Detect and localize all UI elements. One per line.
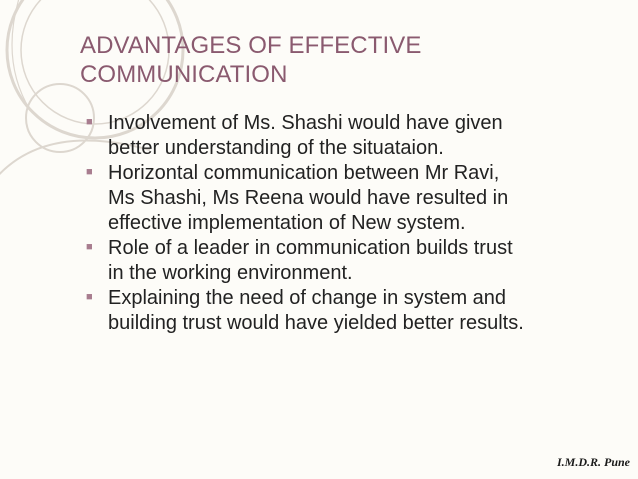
bullet-line: Explaining the need of change in system and: [108, 287, 507, 309]
slide-title-line-1: ADVANTAGES OF EFFECTIVE: [80, 32, 422, 59]
bullet-item-involvement: [83, 111, 623, 161]
slide-title-line-2: COMMUNICATION: [80, 61, 288, 88]
square-bullet-icon: ■: [86, 291, 93, 303]
square-bullet-icon: ■: [86, 166, 93, 178]
square-bullet-icon: ■: [86, 241, 93, 253]
bullet-line: Horizontal communication between Mr Ravi,: [108, 162, 500, 184]
bullet-list: [83, 111, 623, 336]
bullet-line: in the working environment.: [108, 262, 353, 284]
bullet-item-horizontal-communication: [83, 161, 623, 236]
bullet-line: better understanding of the situataion.: [108, 137, 444, 159]
footer-institution-label: I.M.D.R. Pune: [556, 455, 630, 469]
bullet-line: Role of a leader in communication builds trust: [108, 237, 513, 259]
slide-title: [80, 31, 600, 89]
bullet-line: building trust would have yielded better results.: [108, 312, 524, 334]
square-bullet-icon: ■: [86, 116, 93, 128]
bullet-item-leader-role: [83, 236, 623, 286]
bullet-line: effective implementation of New system.: [108, 212, 466, 234]
bullet-line: Involvement of Ms. Shashi would have given: [108, 112, 503, 134]
bullet-item-explaining-change: [83, 286, 623, 336]
bullet-line: Ms Shashi, Ms Reena would have resulted in: [108, 187, 509, 209]
